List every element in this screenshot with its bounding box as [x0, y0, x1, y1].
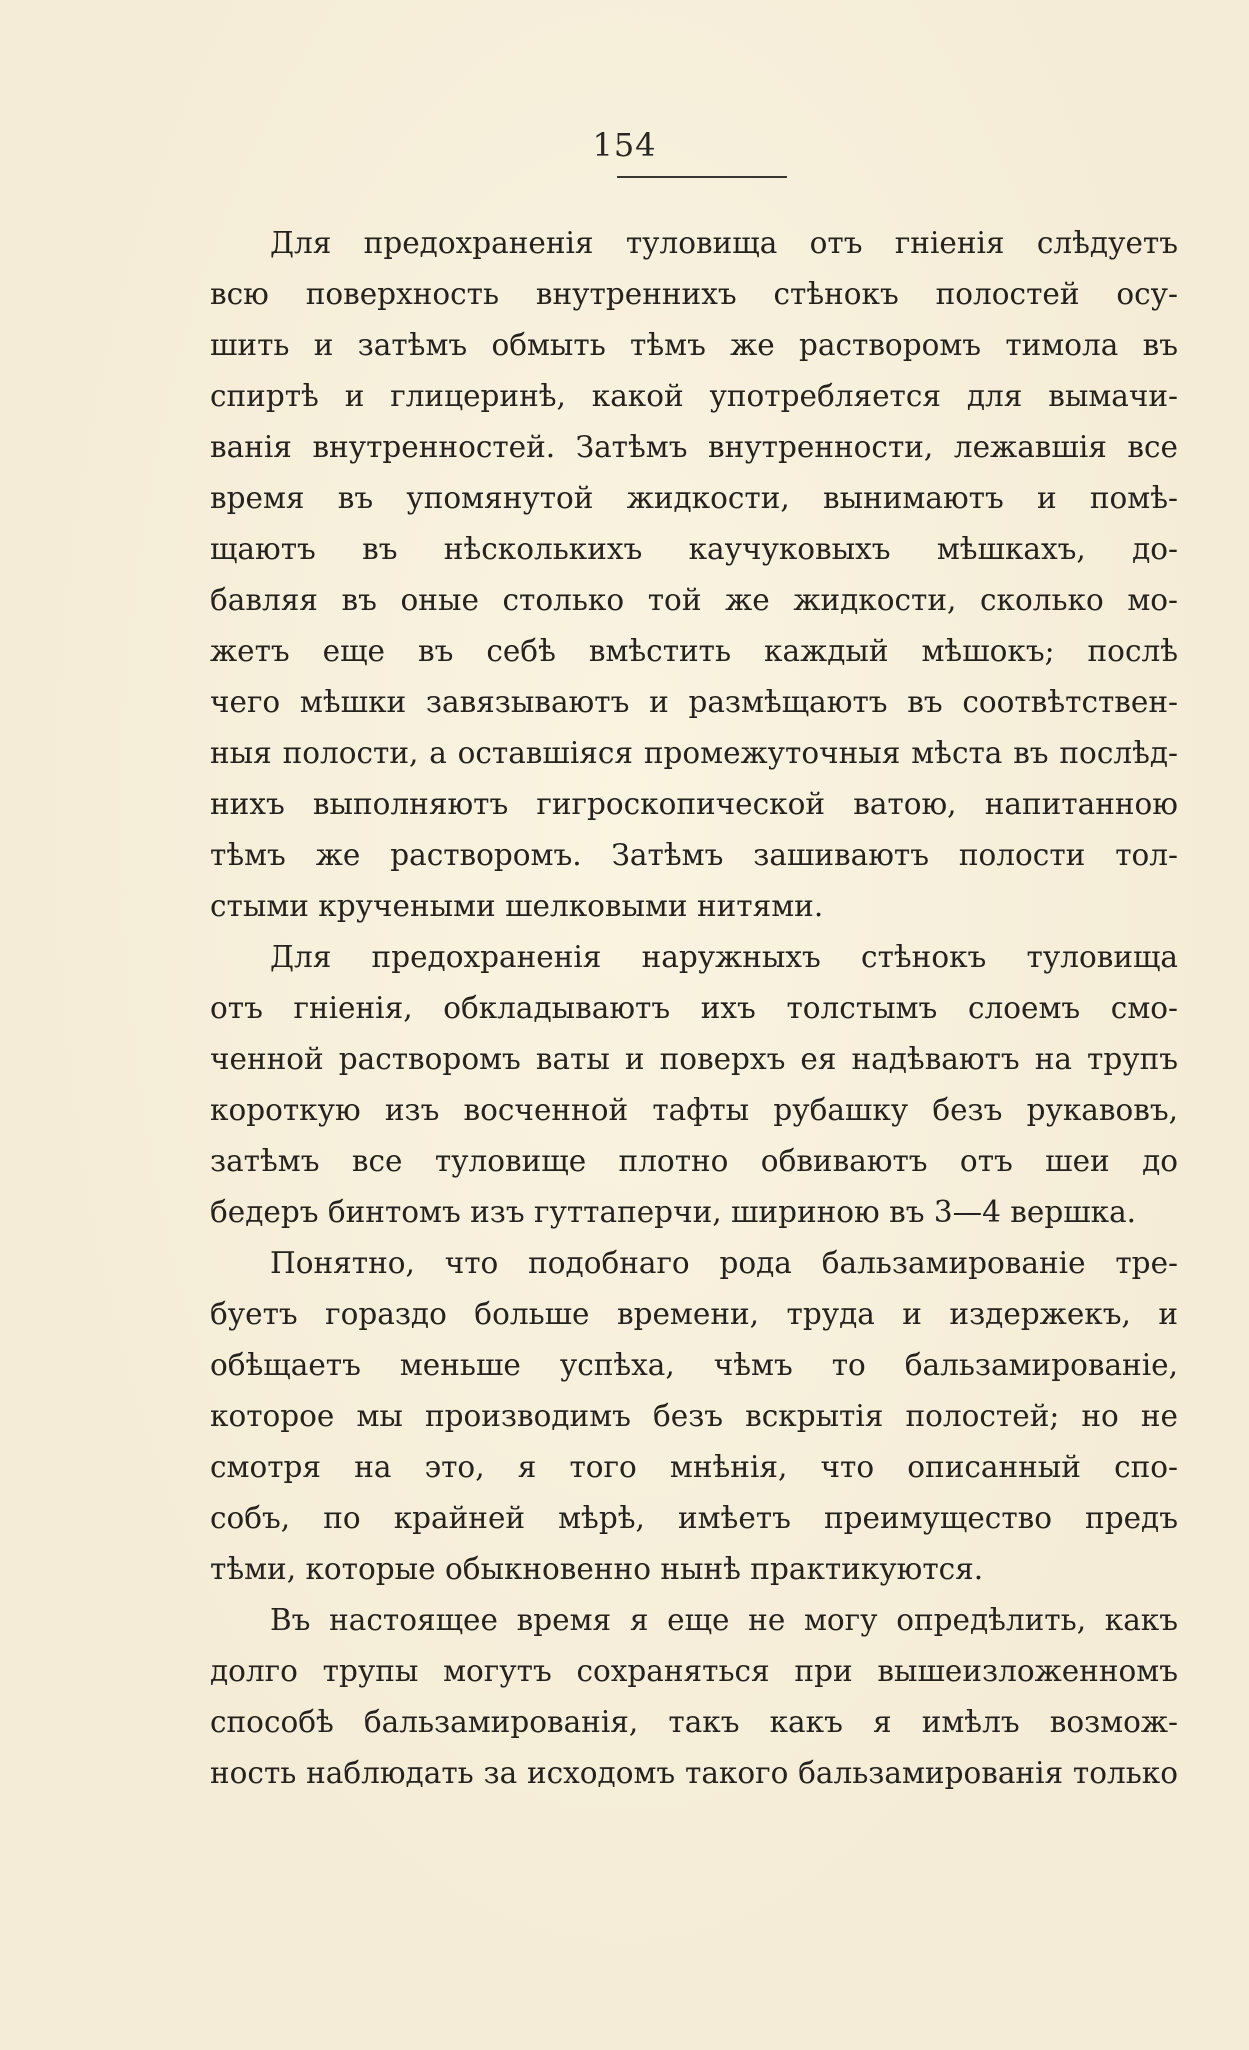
paragraph-4: [210, 1595, 1178, 1799]
text-line: ность наблюдать за исходомъ такого бальзамированія только: [210, 1756, 1178, 1790]
text-line: чего мѣшки завязываютъ и размѣщаютъ въ соотвѣтствен-: [210, 685, 1178, 719]
text-line: Для предохраненія наружныхъ стѣнокъ туловища: [270, 940, 1178, 974]
text-line: долго трупы могутъ сохраняться при вышеизложенномъ: [210, 1654, 1178, 1688]
text-line: тѣмъ же растворомъ. Затѣмъ зашиваютъ полости тол-: [210, 838, 1178, 872]
text-line: щаютъ въ нѣсколькихъ каучуковыхъ мѣшкахъ, до-: [210, 532, 1178, 566]
body-text: [210, 218, 1178, 1799]
paragraph-3: [210, 1238, 1178, 1595]
text-line: собъ, по крайней мѣрѣ, имѣетъ преимущество предъ: [210, 1501, 1178, 1535]
text-line: Въ настоящее время я еще не могу опредѣлить, какъ: [270, 1603, 1178, 1637]
text-line: жетъ еще въ себѣ вмѣстить каждый мѣшокъ; послѣ: [210, 634, 1178, 668]
text-line: ченной растворомъ ваты и поверхъ ея надѣваютъ на трупъ: [210, 1042, 1178, 1076]
text-line: бавляя въ оные столько той же жидкости, сколько мо-: [210, 583, 1178, 617]
text-line: спиртѣ и глицеринѣ, какой употребляется для вымачи-: [210, 379, 1178, 413]
text-line: ныя полости, а оставшіяся промежуточныя мѣста въ послѣд-: [210, 736, 1178, 770]
text-line: время въ упомянутой жидкости, вынимаютъ и помѣ-: [210, 481, 1178, 515]
text-line: шить и затѣмъ обмыть тѣмъ же растворомъ тимола въ: [210, 328, 1178, 362]
text-line: смотря на это, я того мнѣнія, что описанный спо-: [210, 1450, 1178, 1484]
text-line: отъ гніенія, обкладываютъ ихъ толстымъ слоемъ смо-: [210, 991, 1178, 1025]
text-line: стыми кручеными шелковыми нитями.: [210, 889, 824, 923]
text-line: способѣ бальзамированія, такъ какъ я имѣлъ возмож-: [210, 1705, 1178, 1739]
text-line: короткую изъ восченной тафты рубашку безъ рукавовъ,: [210, 1093, 1178, 1127]
text-line: буетъ гораздо больше времени, труда и издержекъ, и: [210, 1297, 1178, 1331]
text-line: обѣщаетъ меньше успѣха, чѣмъ то бальзамированіе,: [210, 1348, 1178, 1382]
page-number: 154: [592, 126, 657, 164]
text-line: ванія внутренностей. Затѣмъ внутренности, лежавшія все: [210, 430, 1178, 464]
text-line: которое мы производимъ безъ вскрытія полостей; но не: [210, 1399, 1178, 1433]
text-line: бедеръ бинтомъ изъ гуттаперчи, шириною въ 3—4 вершка.: [210, 1195, 1137, 1229]
text-line: тѣми, которые обыкновенно нынѣ практикуются.: [210, 1552, 984, 1586]
text-line: Для предохраненія туловища отъ гніенія слѣдуетъ: [270, 226, 1178, 260]
header-rule: [617, 176, 787, 178]
paragraph-2: [210, 932, 1178, 1238]
paragraph-1: [210, 218, 1178, 932]
text-line: нихъ выполняютъ гигроскопической ватою, напитанною: [210, 787, 1178, 821]
text-line: Понятно, что подобнаго рода бальзамированіе тре-: [270, 1246, 1178, 1280]
text-line: затѣмъ все туловище плотно обвиваютъ отъ шеи до: [210, 1144, 1178, 1178]
text-line: всю поверхность внутреннихъ стѣнокъ полостей осу-: [210, 277, 1178, 311]
